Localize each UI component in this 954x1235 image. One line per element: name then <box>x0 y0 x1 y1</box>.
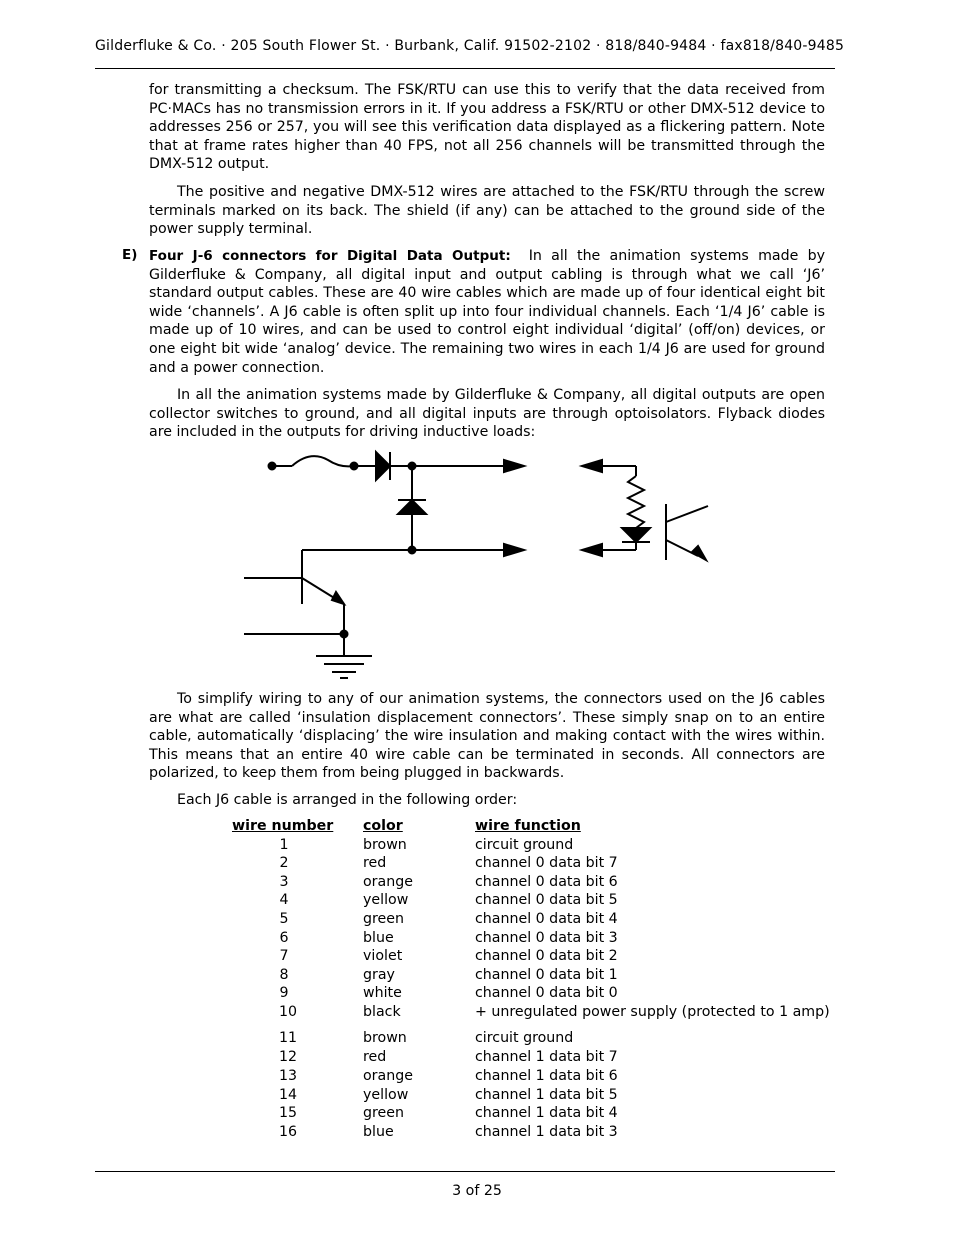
wire-function: channel 1 data bit 4 <box>475 1105 618 1121</box>
wire-number: 2 <box>279 855 289 871</box>
wire-function: channel 0 data bit 3 <box>475 930 618 946</box>
wire-color: orange <box>363 1068 413 1084</box>
wire-number: 8 <box>279 967 289 983</box>
wire-function: channel 1 data bit 7 <box>475 1049 618 1065</box>
wire-function: channel 0 data bit 7 <box>475 855 618 871</box>
wire-number: 3 <box>279 874 289 890</box>
wire-color: violet <box>363 948 403 964</box>
item-body: In all the animation systems made by Gilderfluke & Company, all digital input and output cabling is through what we call ‘J6’ standard output cables. These are 40 wire cables which are made up of four identical eight bit wide ‘channels’. A J6 cable is often split up into four individual channels. Each ‘1/4 J6’ cable is made up of 10 wires, and can be used to control eight individual ‘digital’ (off/on) devices, or one eight bit wide ‘analog’ device. The remaining two wires in each 1/4 J6 are used for ground and a power connection. <box>149 248 825 376</box>
paragraph-j6-connectors <box>149 247 825 377</box>
item-heading: Four J-6 connectors for Digital Data Output: <box>149 248 511 264</box>
wire-color: blue <box>363 1124 394 1140</box>
wire-function: channel 1 data bit 3 <box>475 1124 618 1140</box>
paragraph-open-collector: In all the animation systems made by Gilderfluke & Company, all digital outputs are open collector switches to ground, and all digital inputs are through optoisolators. Flyback diodes are included in the outputs for driving inductive loads: <box>149 387 825 441</box>
wire-color: gray <box>363 967 395 983</box>
wire-color: yellow <box>363 892 409 908</box>
page-number: 3 of 25 <box>452 1183 502 1199</box>
wire-number: 12 <box>278 1049 298 1065</box>
wire-color: green <box>363 1105 404 1121</box>
table-row <box>0 1105 954 1123</box>
wire-color: brown <box>363 1030 407 1046</box>
table-row <box>0 855 954 873</box>
wire-number: 11 <box>278 1030 298 1046</box>
table-row <box>0 1049 954 1067</box>
wire-color: green <box>363 911 404 927</box>
wire-function: channel 0 data bit 1 <box>475 967 618 983</box>
wire-function: channel 1 data bit 6 <box>475 1068 618 1084</box>
wire-number: 15 <box>278 1105 298 1121</box>
wire-color: white <box>363 985 402 1001</box>
table-row <box>0 874 954 892</box>
wire-number: 6 <box>279 930 289 946</box>
wire-color: yellow <box>363 1087 409 1103</box>
wire-number: 16 <box>278 1124 298 1140</box>
wire-number: 4 <box>279 892 289 908</box>
wire-color: brown <box>363 837 407 853</box>
header-color: color <box>363 818 403 834</box>
table-row <box>0 967 954 985</box>
table-row <box>0 1068 954 1086</box>
table-row <box>0 1087 954 1105</box>
table-row <box>0 1004 954 1022</box>
wire-function: + unregulated power supply (protected to 1 amp) <box>475 1004 830 1020</box>
wire-function: channel 0 data bit 5 <box>475 892 618 908</box>
wire-color: red <box>363 855 387 871</box>
item-label-e: E) <box>122 247 138 263</box>
wire-function: channel 1 data bit 5 <box>475 1087 618 1103</box>
table-row <box>0 1124 954 1142</box>
table-row <box>0 930 954 948</box>
page-header: Gilderfluke & Co. · 205 South Flower St. · Burbank, Calif. 91502-2102 · 818/840-9484 · fax818/840-9485 <box>95 38 845 54</box>
circuit-diagram <box>240 448 720 683</box>
wire-number: 7 <box>279 948 289 964</box>
wire-function: channel 0 data bit 6 <box>475 874 618 890</box>
wire-number: 5 <box>279 911 289 927</box>
wire-function: circuit ground <box>475 837 574 853</box>
header-rule <box>95 68 835 69</box>
paragraph-cable-order: Each J6 cable is arranged in the following order: <box>177 792 518 808</box>
header-wire-number: wire number <box>232 818 334 834</box>
wire-number: 1 <box>279 837 289 853</box>
wire-number: 9 <box>279 985 289 1001</box>
wire-number: 13 <box>278 1068 298 1084</box>
wire-number: 10 <box>278 1004 298 1020</box>
wire-function: channel 0 data bit 0 <box>475 985 618 1001</box>
wire-color: black <box>363 1004 401 1020</box>
table-row <box>0 948 954 966</box>
wire-function: channel 0 data bit 2 <box>475 948 618 964</box>
wire-function: channel 0 data bit 4 <box>475 911 618 927</box>
wire-color: orange <box>363 874 413 890</box>
paragraph-checksum: for transmitting a checksum. The FSK/RTU can use this to verify that the data received from PC·MACs has no transmission errors in it. If you address a FSK/RTU or other DMX-512 device to addresses 256 or 257, you will see this verification data displayed as a flickering pattern. Note that at frame rates higher than 40 FPS, not all 256 channels will be transmitted through the DMX-512 output. <box>149 82 825 173</box>
wire-function: circuit ground <box>475 1030 574 1046</box>
header-wire-function: wire function <box>475 818 581 834</box>
wire-number: 14 <box>278 1087 298 1103</box>
paragraph-idc-connectors: To simplify wiring to any of our animation systems, the connectors used on the J6 cables are what are called ‘insulation displacement connectors’. These simply snap on to an entire cable, automatically ‘displacing’ the wire insulation and making contact with the wires within. This means that an entire 40 wire cable can be terminated in seconds. All connectors are polarized, to keep them from being plugged in backwards. <box>149 691 825 782</box>
wire-color: red <box>363 1049 387 1065</box>
paragraph-dmx-wires: The positive and negative DMX-512 wires are attached to the FSK/RTU through the screw terminals marked on its back. The shield (if any) can be attached to the ground side of the power supply terminal. <box>149 184 825 238</box>
table-row <box>0 985 954 1003</box>
wire-color: blue <box>363 930 394 946</box>
table-row <box>0 1030 954 1048</box>
footer-rule <box>95 1171 835 1172</box>
table-row <box>0 911 954 929</box>
table-row <box>0 892 954 910</box>
table-row <box>0 837 954 855</box>
